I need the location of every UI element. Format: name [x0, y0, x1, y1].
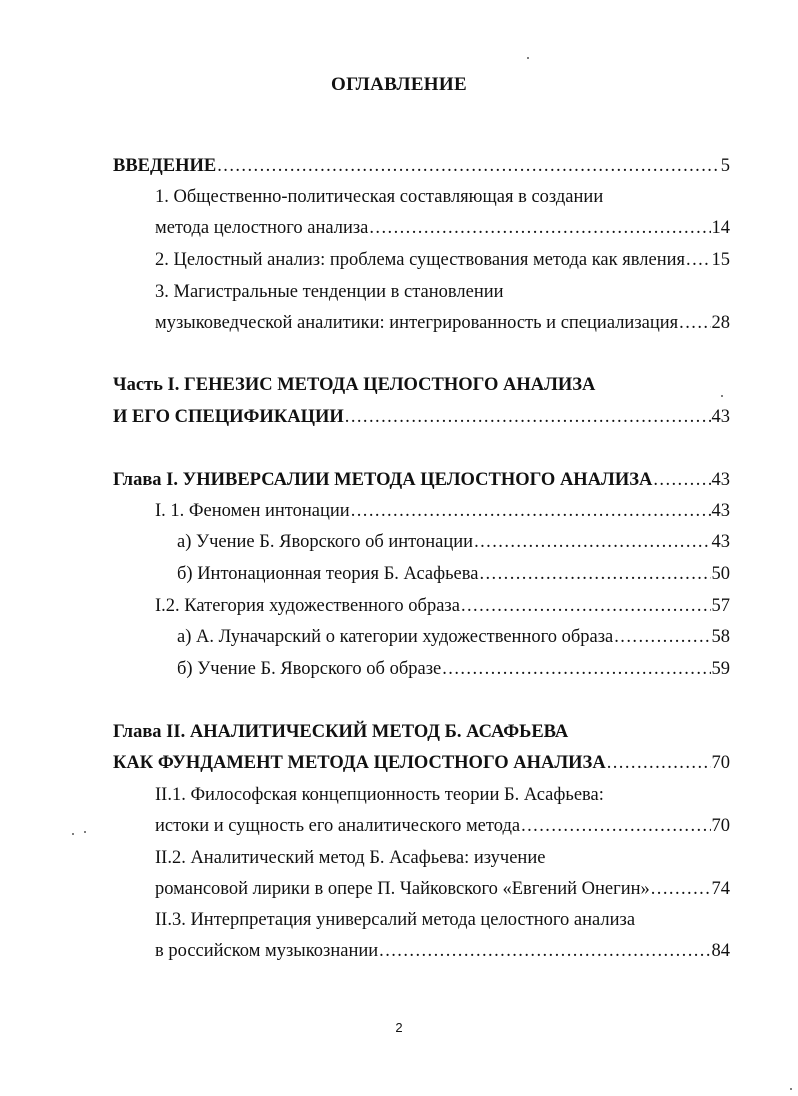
toc-entry-1-line1: 1. Общественно-политическая составляющая в создании [155, 187, 604, 207]
toc-page: 43 [711, 407, 730, 427]
toc-chapter2-line1: Глава II. АНАЛИТИЧЕСКИЙ МЕТОД Б. АСАФЬЕВА [113, 722, 569, 742]
toc-page: 28 [711, 313, 730, 333]
toc-page: 5 [720, 156, 730, 176]
toc-chapter1[interactable] [113, 468, 730, 492]
toc-page: 74 [711, 879, 730, 899]
toc-entry-3-line1: 3. Магистральные тенденции в становлении [155, 282, 504, 302]
toc-chapter2[interactable] [113, 751, 730, 775]
toc-label: истоки и сущность его аналитического метода [155, 816, 521, 836]
toc-section-2-1[interactable] [155, 814, 730, 838]
toc-page: 84 [711, 941, 730, 961]
scan-speck [790, 1088, 792, 1090]
toc-page: 70 [711, 753, 730, 773]
toc-leader [614, 625, 710, 649]
toc-page: 43 [711, 532, 730, 552]
toc-page: 59 [711, 659, 730, 679]
toc-leader [351, 499, 711, 523]
toc-page: 43 [711, 501, 730, 521]
scan-speck [721, 395, 723, 397]
toc-label: б) Учение Б. Яворского об образе [177, 659, 442, 679]
toc-label: 2. Целостный анализ: проблема существования метода как явления [155, 250, 686, 270]
toc-leader [607, 751, 711, 775]
toc-leader [679, 311, 710, 335]
toc-part1[interactable] [113, 405, 730, 429]
toc-section-2-3[interactable] [155, 939, 730, 963]
toc-label: Глава I. УНИВЕРСАЛИИ МЕТОДА ЦЕЛОСТНОГО АНАЛИЗА [113, 470, 653, 490]
toc-leader [461, 594, 711, 618]
toc-section-1-2-a[interactable] [177, 625, 730, 649]
scan-speck [84, 831, 86, 833]
page-title: ОГЛАВЛЕНИЕ [331, 74, 467, 95]
toc-label: КАК ФУНДАМЕНТ МЕТОДА ЦЕЛОСТНОГО АНАЛИЗА [113, 753, 606, 773]
scan-speck [527, 57, 529, 59]
toc-leader [369, 216, 710, 240]
toc-section-1-2[interactable] [155, 594, 730, 618]
toc-entry-intro[interactable] [113, 154, 730, 178]
toc-leader [442, 657, 710, 681]
toc-label: метода целостного анализа [155, 218, 369, 238]
toc-label: а) А. Луначарский о категории художественного образа [177, 627, 614, 647]
toc-page: 15 [711, 250, 730, 270]
toc-section-2-2-line1: II.2. Аналитический метод Б. Асафьева: изучение [155, 848, 546, 868]
toc-section-1-1[interactable] [155, 499, 730, 523]
toc-part1-line1: Часть I. ГЕНЕЗИС МЕТОДА ЦЕЛОСТНОГО АНАЛИЗА [113, 375, 596, 395]
toc-section-1-1-b[interactable] [177, 562, 730, 586]
toc-page: 57 [711, 596, 730, 616]
toc-entry-1[interactable] [155, 216, 730, 240]
toc-section-2-3-line1: II.3. Интерпретация универсалий метода целостного анализа [155, 910, 636, 930]
scan-speck [72, 833, 74, 835]
toc-label: музыковедческой аналитики: интегрированность и специализация [155, 313, 679, 333]
toc-page: 43 [711, 470, 730, 490]
toc-leader [651, 877, 711, 901]
toc-section-2-1-line1: II.1. Философская концепционность теории Б. Асафьева: [155, 785, 604, 805]
toc-section-1-2-b[interactable] [177, 657, 730, 681]
toc-page: 70 [711, 816, 730, 836]
toc-leader [686, 248, 710, 272]
toc-leader [479, 562, 710, 586]
toc-label: а) Учение Б. Яворского об интонации [177, 532, 474, 552]
toc-section-1-1-a[interactable] [177, 530, 730, 554]
toc-label: I. 1. Феномен интонации [155, 501, 350, 521]
toc-label: ВВЕДЕНИЕ [113, 156, 217, 176]
toc-leader [379, 939, 710, 963]
toc-leader [345, 405, 711, 429]
toc-label: И ЕГО СПЕЦИФИКАЦИИ [113, 407, 344, 427]
toc-page: 50 [711, 564, 730, 584]
page-number: 2 [395, 1020, 403, 1035]
toc-label: I.2. Категория художественного образа [155, 596, 460, 616]
toc-leader [217, 154, 720, 178]
toc-label: в российском музыкознании [155, 941, 379, 961]
toc-page: 14 [711, 218, 730, 238]
toc-label: романсовой лирики в опере П. Чайковского «Евгений Онегин» [155, 879, 650, 899]
toc-section-2-2[interactable] [155, 877, 730, 901]
toc-page: 58 [711, 627, 730, 647]
toc-leader [653, 468, 710, 492]
toc-leader [521, 814, 710, 838]
toc-leader [474, 530, 710, 554]
toc-entry-3[interactable] [155, 311, 730, 335]
toc-entry-2[interactable] [155, 248, 730, 272]
toc-label: б) Интонационная теория Б. Асафьева [177, 564, 479, 584]
